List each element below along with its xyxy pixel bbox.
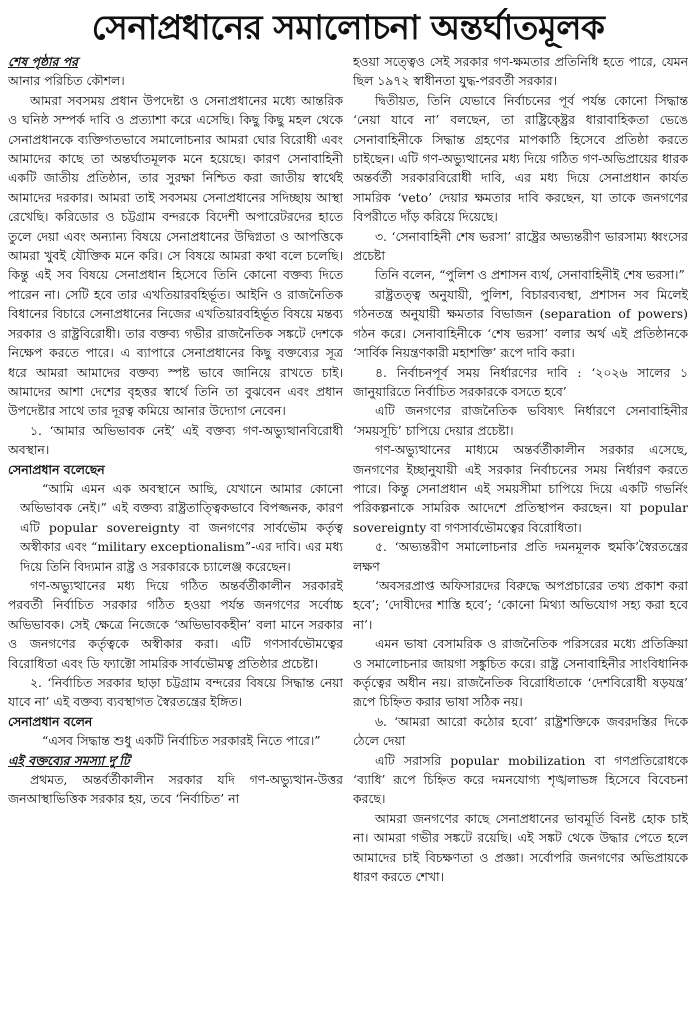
jump-label: শেষ পৃষ্ঠার পর bbox=[8, 54, 78, 69]
paragraph: আনার পরিচিত কৌশল। bbox=[8, 73, 125, 89]
paragraph: আমরা জনগণের কাছে সেনাপ্রধানের ভাবমূর্তি বিনষ্ট হোক চাই না। আমরা গভীর সঙ্কটে রয়েছি। এই সঙ্কট থেকে উদ্ধার পেতে হলে আমাদের চাই বিচক্ষণতা ও প্রজ্ঞা। সর্বোপরি জনগণের অভিপ্রায়কে ধারণ করতে শেখা। bbox=[353, 810, 688, 885]
paragraph: দ্বিতীয়ত, তিনি যেভাবে নির্বাচনের পূর্ব পর্যন্ত কোনো সিদ্ধান্ত ‘নেয়া যাবে না’ বলছেন, তা রাষ্ট্রিক্ষ্ট্রের ধারাবাহিকতা ভেঙে সেনাবাহিনীকে সিদ্ধান্ত গ্রহণের মাপকাঠি হিসেবে প্রতিষ্ঠা করতে চাইছেন। এটি গণ-অভ্যুত্থানের মধ্য দিয়ে গঠিত গণ-অভিপ্রায়ের ধারক অন্তর্বর্তী সরকারবিরোধী দাবি, এর মধ্য দিয়ে সেনাপ্রধান কার্যত সামরিক ‘veto’ দেয়ার ক্ষমতার দাবি করছেন, যা তাকে জনগণের বিপরীতে দাঁড় করিয়ে দিয়েছে। bbox=[353, 92, 688, 225]
paragraph: হওয়া সত্ত্বেও সেই সরকার গণ-ক্ষমতার প্রতিনিধি হতে পারে, যেমন ছিল ১৯৭২ স্বাধীনতা যুদ্ধ-পরবর্তী সরকার। bbox=[353, 54, 688, 89]
article-body bbox=[8, 52, 688, 1012]
paragraph: গণ-অভ্যুত্থানের মাধ্যমে অন্তর্বর্তীকালীন সরকার এসেছে, জনগণের ইচ্ছানুযায়ী এই সরকার নির্বাচনের সময় নির্ধারণ করতে পারে। কিন্তু সেনাপ্রধান এই সময়সীমা চাপিয়ে দিয়ে একটি গভর্নিং পরিকল্পনাকে সামরিক আদেশে প্রতিস্থাপন করছেন। যা popular sovereignty বা গণসার্বভৌমত্বের বিরোধিতা। bbox=[353, 442, 688, 535]
paragraph: রাষ্ট্রতত্ত্ব অনুযায়ী, পুলিশ, বিচারব্যবস্থা, প্রশাসন সব মিলেই গঠনতন্ত্র অনুযায়ী ক্ষমতার বিভাজন (separation of powers) গঠন করে। সেনাবাহিনীকে ‘শেষ ভরসা’ বলার অর্থ এই প্রতিষ্ঠানকে ‘সার্বিক নিয়ন্ত্রণকারী মহাশক্তি’ রূপে দাবি করা। bbox=[353, 286, 688, 361]
paragraph: ৫. ‘অভ্যন্তরীণ সমালোচনার প্রতি দমনমূলক হুমকি’স্বৈরতন্ত্রের লক্ষণ bbox=[353, 539, 688, 574]
paragraph: এটি জনগণের রাজনৈতিক ভবিষ্যৎ নির্ধারণে সেনাবাহিনীর ‘সময়সূচি’ চাপিয়ে দেয়ার প্রচেষ্টা। bbox=[353, 403, 688, 438]
paragraph: এটি সরাসরি popular mobilization বা গণপ্রতিরোধকে ‘ব্যাধি’ রূপে চিহ্নিত করে দমনযোগ্য শৃঙ্খলাভঙ্গ হিসেবে বিবেচনা করছে। bbox=[353, 752, 688, 807]
left-column bbox=[8, 52, 343, 1012]
quote-paragraph: “আমি এমন এক অবস্থানে আছি, যেখানে আমার কোনো অভিভাবক নেই।” এই বক্তব্য রাষ্ট্রতাত্ত্বিকভাবে বিপজ্জনক, কারণ এটি popular sovereignty বা জনগণের সার্বভৌম কর্তৃত্ব অস্বীকার এবং “military exceptionalism”-এর দাবি। এর মধ্য দিয়ে তিনি বিদ্যমান রাষ্ট্র ও সরকারকে চ্যালেঞ্জ করেছেন। bbox=[20, 480, 343, 574]
subheading: সেনাপ্রধান বলেন bbox=[8, 713, 93, 729]
paragraph: ৪. নির্বাচনপূর্ব সময় নির্ধারণের দাবি : ‘২০২৬ সালের ১ জানুয়ারিতে নির্বাচিত সরকারকে বসতে হবে’ bbox=[353, 364, 688, 399]
paragraph: ‘অবসরপ্রাপ্ত অফিসারদের বিরুদ্ধে অপপ্রচারের তথ্য প্রকাশ করা হবে’; ‘দোষীদের শাস্তি হবে’; ‘কোনো মিথ্যা অভিযোগ সহ্য করা হবে না’। bbox=[353, 577, 688, 632]
quote-paragraph: “এসব সিদ্ধান্ত শুধু একটি নির্বাচিত সরকারই নিতে পারে।” bbox=[42, 733, 321, 749]
right-column bbox=[353, 52, 688, 1012]
paragraph: আমরা সবসময় প্রধান উপদেষ্টা ও সেনাপ্রধানের মধ্যে আন্তরিক ও ঘনিষ্ঠ সম্পর্ক দাবি ও প্রত্যাশা করে এসেছি। কিছু কিছু মহল থেকে সেনাপ্রধানকে ব্যক্তিগতভাবে সমালোচনার আমরা ঘোর বিরোধী এবং আমাদের কাছে তা অন্তর্ঘাতমূলক মনে হয়েছে। কারণ সেনাবাহিনী একটি জাতীয় প্রতিষ্ঠান, তার সুরক্ষা নিশ্চিত করা জাতীয় স্বার্থেই আমাদের দরকার। আমরা তাই সবসময় সেনাপ্রধানের সদিচ্ছায় আস্থা রেখেছি। করিডোর ও চট্টগ্রাম বন্দরকে বিদেশী অপারেটরদের হাতে তুলে দেয়া এবং অন্যান্য বিষয়ে সেনাপ্রধানের উদ্বিগ্নতা ও আপত্তিকে আমরা খুবই যৌক্তিক মনে করি। সে বিষয়ে আমরা কথা বলে চলেছি। কিন্তু এই সব বিষয়ে সেনাপ্রধান হিসেবে তিনি কোনো বক্তব্য দিতে পারেন না। সেটি হবে তার এখতিয়ারবহির্ভূত। আইনি ও রাজনৈতিক বিধানের বিচারে সেনাপ্রধানের নিজের এখতিয়ারবহির্ভূত বিষয়ে মন্তব্য সরকার ও রাষ্ট্রবিরোধী। তার বক্তব্য গভীর রাজনৈতিক সঙ্কটে দেশকে নিক্ষেপ করতে পারে। এ ব্যাপারে সেনাপ্রধানের কিছু বক্তব্যের সূত্র ধরে আমরা আমাদের বক্তব্য স্পষ্ট ভাবে জানিয়ে রাখতে চাই। আমাদের আশা দেশের বৃহত্তর স্বার্থে তিনি তা বুঝবেন এবং প্রধান উপদেষ্টার সাথে তার দূরত্ব কমিয়ে আনার উদ্যোগ নেবেন। bbox=[8, 92, 343, 419]
paragraph: ৩. ‘সেনাবাহিনী শেষ ভরসা’ রাষ্ট্রের অভ্যন্তরীণ ভারসাম্য ধ্বংসের প্রচেষ্টা bbox=[353, 228, 688, 264]
paragraph: প্রথমত, অন্তর্বর্তীকালীন সরকার যদি গণ-অভ্যুত্থান-উত্তর জনআস্থাভিত্তিক সরকার হয়, তবে ‘নির্বাচিত’ না bbox=[8, 772, 343, 807]
paragraph: গণ-অভ্যুত্থানের মধ্য দিয়ে গঠিত অন্তর্বর্তীকালীন সরকারই পরবর্তী নির্বাচিত সরকার গঠিত হওয়া পর্যন্ত জনগণের সর্বোচ্চ অভিভাবক। সেই ক্ষেত্রে নিজেকে ‘অভিভাবকহীন’ বলা মানে সরকার ও জনগণের কর্তৃত্বকে অস্বীকার করা। এটি গণসার্বভৌমত্বের বিরোধিতা এবং ডি ফ্যাক্টো সামরিক সার্বভৌমত্ব প্রতিষ্ঠার প্রচেষ্টা। bbox=[8, 577, 343, 671]
paragraph: ১. ‘আমার অভিভাবক নেই’ এই বক্তব্য গণ-অভ্যুত্থানবিরোধী অবস্থান। bbox=[8, 422, 343, 458]
paragraph: তিনি বলেন, “পুলিশ ও প্রশাসন ব্যর্থ, সেনাবাহিনীই শেষ ভরসা।” bbox=[375, 267, 685, 283]
paragraph: এমন ভাষা বেসামরিক ও রাজনৈতিক পরিসরের মধ্যে প্রতিক্রিয়া ও সমালোচনার জায়গা সঙ্কুচিত করে। রাষ্ট্র সেনাবাহিনীর সাংবিধানিক কর্তৃত্বের অধীন নয়। রাজনৈতিক বিরোধিতাকে ‘দেশবিরোধী ষড়যন্ত্র’ রূপে চিহ্নিত করার ভাষা সঠিক নয়। bbox=[353, 636, 688, 710]
subheading: সেনাপ্রধান বলেছেন bbox=[8, 461, 105, 477]
jump-label: এই বক্তব্যের সমস্যা দু’টি bbox=[8, 752, 130, 768]
headline: সেনাপ্রধানের সমালোচনা অন্তর্ঘাতমূলক bbox=[91, 8, 605, 48]
paragraph: ২. ‘নির্বাচিত সরকার ছাড়া চট্টগ্রাম বন্দরের বিষয়ে সিদ্ধান্ত নেয়া যাবে না’ এই বক্তব্য ব্যবস্থাগত স্বৈরতন্ত্রের ইঙ্গিত। bbox=[8, 675, 343, 710]
paragraph: ৬. ‘আমরা আরো কঠোর হবো’ রাষ্ট্রশক্তিকে জবরদস্তির দিকে ঠেলে দেয়া bbox=[353, 713, 688, 749]
